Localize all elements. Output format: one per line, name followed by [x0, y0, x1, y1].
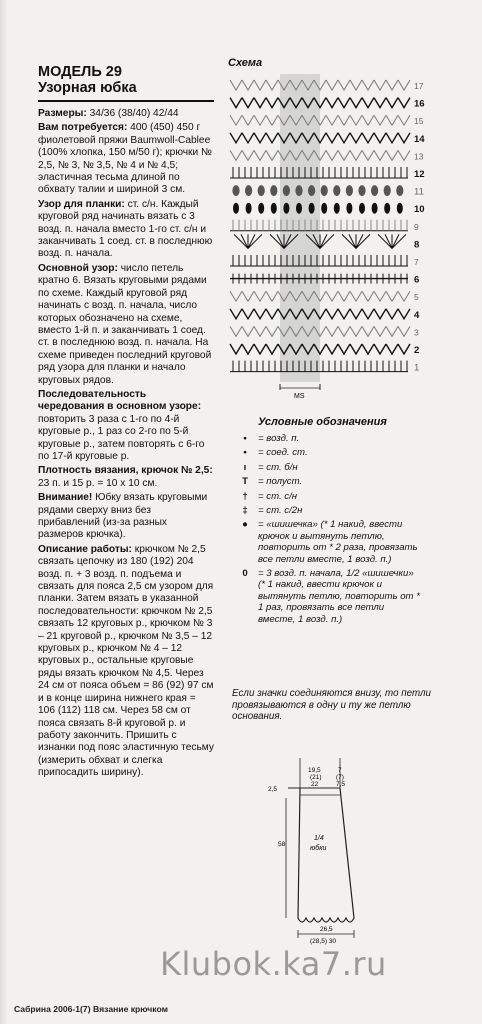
attention: Внимание! Юбку вязать круговыми рядами сверху вниз без прибавлений (из-за разных размеров крючка). [38, 492, 208, 541]
bobble-stitch [321, 203, 327, 214]
row-number: 5 [414, 292, 419, 303]
row-number: 1 [414, 362, 420, 374]
chain-arch [230, 115, 242, 125]
diagram-row [230, 344, 419, 356]
chain-arch [266, 115, 278, 125]
chain-arch [398, 326, 410, 336]
bobble-stitch [346, 203, 352, 214]
chain-arch [242, 309, 254, 319]
chain-arch [386, 115, 398, 125]
bobble-stitch [359, 203, 365, 214]
chain-arch [326, 150, 338, 160]
row-number: 16 [414, 98, 425, 110]
chain-arch [398, 309, 410, 319]
chain-arch [362, 115, 374, 125]
chain-arch [338, 115, 350, 125]
chain-arch [242, 98, 254, 108]
bobble-stitch [333, 185, 340, 196]
legend-text: = 3 возд. п. начала, 1/2 «шишечки» (* 1 накид, ввести крючок и вытянуть петлю, повторить от * 1 раз, провязать все петли вместе, 1 возд. п.) [258, 568, 420, 625]
chain-arch [254, 115, 266, 125]
chain-arch [266, 309, 278, 319]
chain-arch [230, 326, 242, 336]
legend-symbol: † [242, 490, 248, 502]
row-number: 15 [414, 116, 424, 127]
chain-arch [374, 309, 386, 319]
bobble-stitch [358, 185, 365, 196]
chain-arch [338, 133, 350, 143]
skirt-pattern-piece [250, 750, 370, 950]
bobble-stitch [334, 203, 340, 214]
chain-arch [362, 80, 374, 90]
chain-arch [230, 344, 242, 354]
bobble-stitch [245, 185, 252, 196]
bobble-stitch [397, 203, 403, 214]
chain-arch [374, 150, 386, 160]
legend-item [232, 568, 422, 625]
legend-symbol: ● [242, 519, 248, 531]
chain-arch [230, 309, 242, 319]
chain-arch [338, 98, 350, 108]
legend-symbol: ı [243, 461, 247, 473]
row-number: 7 [414, 257, 419, 267]
legend [232, 433, 422, 628]
legend-item [232, 462, 422, 473]
sizes: Размеры: 34/36 (38/40) 42/44 [38, 108, 179, 119]
svg-text:(21): (21) [310, 774, 322, 781]
svg-text:26,5: 26,5 [320, 926, 333, 933]
row-number: 12 [414, 169, 425, 180]
chain-arch [362, 150, 374, 160]
row-number: 8 [414, 239, 420, 251]
crochet-diagram [228, 72, 453, 402]
chain-arch [254, 150, 266, 160]
legend-text: = полуст. [258, 476, 303, 488]
svg-text:(7): (7) [336, 774, 344, 781]
svg-text:22: 22 [311, 781, 319, 788]
chain-arch [338, 309, 350, 319]
bobble-stitch [346, 185, 353, 196]
chain-arch [254, 80, 266, 90]
chain-arch [338, 150, 350, 160]
watermark: Klubok.ka7.ru [160, 945, 387, 983]
chain-arch [326, 291, 338, 301]
chain-arch [398, 115, 410, 125]
diagram-row [230, 291, 419, 302]
fan-stitch [378, 234, 406, 248]
chain-arch [326, 326, 338, 336]
diagram-row [230, 255, 419, 267]
chain-arch [386, 98, 398, 108]
chain-arch [362, 291, 374, 301]
chain-arch [326, 133, 338, 143]
chain-arch [350, 326, 362, 336]
chain-arch [326, 98, 338, 108]
diagram-row [230, 274, 419, 286]
chain-arch [242, 115, 254, 125]
diagram-row [230, 115, 424, 126]
legend-note: Если значки соединяются внизу, то петли провязываются в одну и ту же петлю основания. [232, 688, 431, 723]
legend-item [232, 491, 422, 502]
bobble-stitch [384, 185, 391, 196]
chain-arch [350, 309, 362, 319]
svg-text:2,5: 2,5 [268, 786, 278, 793]
chain-arch [254, 291, 266, 301]
diagram-row [230, 80, 424, 91]
chain-arch [266, 326, 278, 336]
chain-arch [254, 98, 266, 108]
repeat-highlight [280, 74, 320, 382]
bobble-stitch [270, 185, 277, 196]
chain-arch [350, 344, 362, 354]
bobble-stitch [283, 203, 289, 214]
diagram-row [230, 326, 419, 337]
chain-arch [266, 133, 278, 143]
chain-arch [266, 344, 278, 354]
chain-arch [386, 80, 398, 90]
bobble-stitch [321, 185, 328, 196]
legend-symbol: • [243, 447, 247, 459]
bobble-stitch [271, 203, 277, 214]
chain-arch [398, 150, 410, 160]
chain-arch [338, 326, 350, 336]
chain-arch [386, 309, 398, 319]
fan-stitch [342, 234, 370, 248]
gauge: Плотность вязания, крючок № 2,5: 23 п. и 15 р. = 10 х 10 см. [38, 465, 213, 489]
chain-arch [374, 133, 386, 143]
row-number: 14 [414, 133, 425, 145]
row-number: 3 [414, 327, 419, 338]
chain-arch [350, 115, 362, 125]
scan-edge [0, 0, 8, 1024]
legend-symbol: 0 [242, 568, 248, 580]
bobble-stitch [308, 185, 315, 196]
svg-text:1/4: 1/4 [314, 835, 324, 842]
legend-symbol: ‡ [242, 505, 248, 517]
chain-arch [242, 80, 254, 90]
chain-arch [374, 326, 386, 336]
chain-arch [254, 309, 266, 319]
legend-item [232, 447, 422, 458]
chain-arch [338, 344, 350, 354]
svg-text:19,5: 19,5 [308, 767, 321, 774]
chain-arch [374, 291, 386, 301]
diagram-row [230, 220, 419, 232]
chain-arch [362, 326, 374, 336]
bobble-stitch [295, 185, 302, 196]
bobble-stitch [371, 185, 378, 196]
chain-arch [350, 98, 362, 108]
footer: Сабрина 2006-1(7) Вязание крючком [14, 1004, 168, 1014]
chain-arch [266, 150, 278, 160]
chain-arch [230, 291, 242, 301]
schema-title: Схема [228, 57, 263, 69]
chain-arch [338, 80, 350, 90]
legend-symbol: T [242, 476, 248, 488]
repeat-label: MS [294, 393, 305, 400]
svg-text:(28,5) 30: (28,5) 30 [310, 938, 337, 945]
bobble-stitch [233, 203, 239, 214]
bobble-stitch [232, 185, 239, 196]
row-number: 6 [414, 274, 420, 286]
chain-arch [242, 150, 254, 160]
legend-title: Условные обозначения [258, 416, 387, 428]
model-title: МОДЕЛЬ 29 [38, 64, 122, 80]
chain-arch [326, 80, 338, 90]
legend-text: = ст. с/2н [258, 505, 303, 517]
model-subtitle: Узорная юбка [38, 80, 214, 102]
materials: Вам потребуется: 400 (450) 450 г фиолетовой пряжи Baumwoll-Cablee (100% хлопка, 150 м/50 г); крючки № 2,5, № 3, № 3,5, № 4 и № 4,5; эластичная тесьма длиной по обхвату талии и шириной 3 см. [38, 122, 212, 196]
diagram-row [230, 133, 425, 145]
chain-arch [266, 98, 278, 108]
chain-arch [362, 98, 374, 108]
diagram-row [230, 361, 419, 374]
row-number: 10 [414, 204, 425, 216]
diagram-row [232, 185, 423, 198]
chain-arch [362, 133, 374, 143]
bobble-stitch [246, 203, 252, 214]
legend-text: = ст. с/н [258, 490, 298, 502]
svg-text:58: 58 [278, 841, 286, 848]
chain-arch [386, 133, 398, 143]
chain-arch [362, 344, 374, 354]
chain-arch [254, 344, 266, 354]
chain-arch [398, 291, 410, 301]
bobble-stitch [283, 185, 290, 196]
legend-text: = «шишечка» (* 1 накид, ввести крючок и вытянуть петлю, повторить от * 2 раза, провязать все петли вместе, 1 возд. п.) [258, 519, 418, 565]
diagram-row [230, 309, 420, 321]
diagram-row [230, 167, 425, 180]
chain-arch [242, 326, 254, 336]
bobble-stitch [372, 203, 378, 214]
chain-arch [374, 344, 386, 354]
work-description: Описание работы: крючком № 2,5 связать цепочку из 180 (192) 204 возд. п. + 3 возд. п. подъема и связать для пояса 2,5 см узором для планки. Затем вязать в указанной последовательности: крючком № 2,5 связать 12 круговых р., крючком № 3 – 21 круговой р., крючком № 3,5 – 12 круговых р., крючком № 4 – 12 круговых р., остальные круговые ряды вязать крючком № 4,5. Через 24 см от пояса объем = 86 (92) 97 см и в конце ширина нижнего края = 106 (112) 118 см. Через 58 см от пояса связать 8-й круговой р. и работу закончить. Пришить с изнанки под пояс эластичную тесьму (измерить обхват и слегка припосадить ширину). [38, 543, 214, 779]
bobble-stitch [258, 203, 264, 214]
legend-text: = соед. ст. [258, 447, 308, 459]
chain-arch [338, 291, 350, 301]
chain-arch [398, 133, 410, 143]
diagram-row [233, 203, 425, 216]
chain-arch [326, 344, 338, 354]
chain-arch [230, 80, 242, 90]
bobble-stitch [309, 203, 315, 214]
row-number: 17 [414, 81, 424, 91]
sequence: Последовательность чередования в основном узоре: повторить 3 раза с 1-го по 4-й круговые р., 1 раз со 2-го по 5-й круговые р., затем повторять с 6-го по 17-й круговые р. [38, 388, 205, 462]
instructions-column [38, 64, 214, 782]
chain-arch [326, 115, 338, 125]
chain-arch [350, 150, 362, 160]
chain-arch [326, 309, 338, 319]
chain-arch [254, 133, 266, 143]
chain-arch [398, 98, 410, 108]
legend-item [232, 433, 422, 444]
legend-item [232, 519, 422, 565]
chain-arch [374, 115, 386, 125]
legend-symbol: • [243, 433, 247, 444]
chain-arch [362, 309, 374, 319]
chain-arch [350, 133, 362, 143]
chain-arch [266, 291, 278, 301]
bobble-stitch [296, 203, 302, 214]
row-number: 13 [414, 151, 424, 162]
legend-item [232, 505, 422, 516]
chain-arch [254, 326, 266, 336]
trim-pattern: Узор для планки: ст. с/н. Каждый круговой ряд начинать вязать с 3 возд. п. начала вместо 1-го ст. с/н и заканчивать 1 соед. ст. в последнюю возд. п. начала. [38, 198, 213, 260]
chain-arch [398, 344, 410, 354]
chain-arch [374, 80, 386, 90]
diagram-row [230, 150, 424, 161]
chain-arch [386, 344, 398, 354]
svg-text:юбки: юбки [310, 845, 327, 852]
svg-text:7: 7 [338, 767, 342, 774]
chain-arch [266, 80, 278, 90]
row-number: 4 [414, 309, 420, 321]
chain-arch [386, 150, 398, 160]
chain-arch [350, 80, 362, 90]
chain-arch [242, 344, 254, 354]
legend-item [232, 476, 422, 487]
chain-arch [230, 98, 242, 108]
bobble-stitch [258, 185, 265, 196]
chain-arch [230, 150, 242, 160]
diagram-row [234, 234, 419, 250]
legend-text: = возд. п. [258, 433, 300, 444]
legend-text: = ст. б/н [258, 461, 298, 473]
fan-stitch [234, 234, 262, 248]
bobble-stitch [384, 203, 390, 214]
chain-arch [386, 291, 398, 301]
row-number: 2 [414, 345, 420, 356]
svg-text:7,5: 7,5 [336, 781, 346, 788]
chain-arch [386, 326, 398, 336]
row-number: 11 [414, 186, 424, 198]
chain-arch [242, 133, 254, 143]
chain-arch [398, 80, 410, 90]
chain-arch [242, 291, 254, 301]
chain-arch [230, 133, 242, 143]
chain-arch [374, 98, 386, 108]
chain-arch [350, 291, 362, 301]
bobble-stitch [396, 185, 403, 196]
diagram-row [230, 98, 425, 110]
row-number: 9 [414, 221, 419, 232]
main-pattern: Основной узор: число петель кратно 6. Вязать круговыми рядами по схеме. Каждый круговой ряд начинать с возд. п. начала, число которых обозначено на схеме, вместо 1-й п. и заканчивать 1 соед. ст. в последнюю возд. п. начала. На схеме приведен последний круговой ряд узора для планки и начало круговых рядов. [38, 262, 212, 386]
